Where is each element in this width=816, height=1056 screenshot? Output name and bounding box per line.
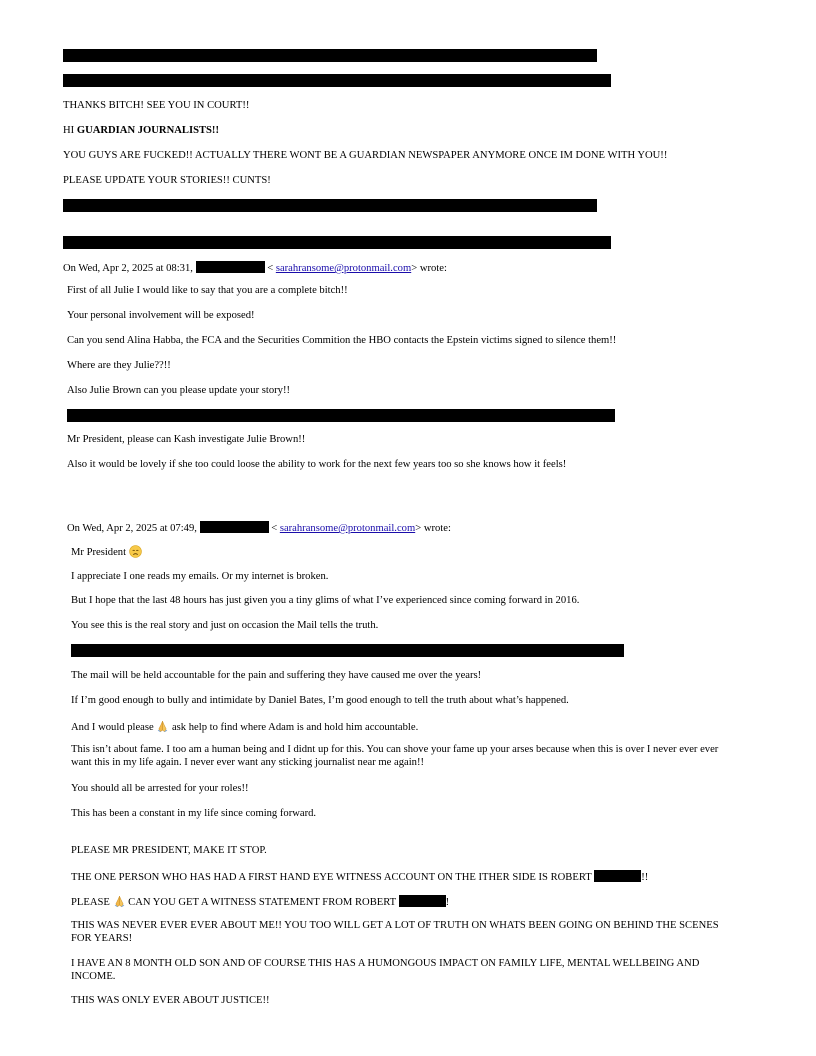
quote1-line: Also Julie Brown can you please update your story!! xyxy=(67,385,291,396)
quote2-justice: THIS WAS ONLY EVER ABOUT JUSTICE!! xyxy=(71,995,270,1006)
quote2-wrote: > wrote: xyxy=(415,523,451,534)
quote2-arrested: You should all be arrested for your roles!! xyxy=(71,783,249,794)
redaction-bar xyxy=(71,644,624,657)
statement-prefix: PLEASE xyxy=(71,897,113,908)
quote2-son: I HAVE AN 8 MONTH OLD SON AND OF COURSE THIS HAS A HUMONGOUS IMPACT ON FAMILY LIFE, MENTAL WELLBEING AND INCOME. xyxy=(71,958,700,982)
quote1-line: Where are they Julie??!! xyxy=(67,360,171,371)
quote2-ask xyxy=(71,720,418,735)
quote1-header xyxy=(63,261,447,276)
statement-mid: CAN YOU GET A WITNESS STATEMENT FROM ROBERT xyxy=(125,897,399,908)
quote2-line: If I’m good enough to bully and intimidate by Daniel Bates, I’m good enough to tell the truth about what’s happened. xyxy=(71,695,569,706)
quote1-line: Can you send Alina Habba, the FCA and the Securities Commition the HBO contacts the Epstein victims signed to silence them!! xyxy=(67,335,617,346)
top-line-thanks: THANKS BITCH! SEE YOU IN COURT!! xyxy=(63,100,250,111)
witness-suffix: !! xyxy=(641,872,649,883)
redaction-bar xyxy=(63,199,597,212)
ask-suffix: ask help to find where Adam is and hold him accountable. xyxy=(169,722,419,733)
redacted-surname xyxy=(594,870,641,882)
disappointed-face-icon xyxy=(129,545,142,558)
redacted-name xyxy=(200,521,269,533)
guardian-journalists-bold: GUARDIAN JOURNALISTS!! xyxy=(76,125,219,136)
top-line-fucked: YOU GUYS ARE FUCKED!! ACTUALLY THERE WONT BE A GUARDIAN NEWSPAPER ANYMORE ONCE IM DONE WITH YOU!! xyxy=(63,150,668,161)
greeting-text: Mr President xyxy=(71,547,129,558)
quote2-line: But I hope that the last 48 hours has just given you a tiny glims of what I’ve experienced since coming forward in 2016. xyxy=(71,595,580,606)
quote2-statement xyxy=(71,895,449,910)
redaction-bar xyxy=(67,409,615,422)
quote1-line: Your personal involvement will be exposed! xyxy=(67,310,255,321)
quote2-greeting xyxy=(71,545,142,560)
top-line-update: PLEASE UPDATE YOUR STORIES!! CUNTS! xyxy=(63,175,271,186)
ask-prefix: And I would please xyxy=(71,722,157,733)
quote2-date: On Wed, Apr 2, 2025 at 07:49, xyxy=(67,523,200,534)
top-line-guardian xyxy=(63,125,219,138)
quote2-header xyxy=(67,521,451,536)
quote2-fame: This isn’t about fame. I too am a human being and I didnt up for this. You can shove your fame up your arses because when this is over I never ever ever want this in my life again. I never ever want any sticking journalist near me again!! xyxy=(71,744,719,768)
quote1-wrote: > wrote: xyxy=(411,263,447,274)
redacted-name xyxy=(196,261,265,273)
quote2-line: I appreciate I one reads my emails. Or my internet is broken. xyxy=(71,571,329,582)
quote2-stop: PLEASE MR PRESIDENT, MAKE IT STOP. xyxy=(71,845,267,856)
quote2-constant: This has been a constant in my life since coming forward. xyxy=(71,808,317,819)
redaction-bar xyxy=(63,49,597,62)
witness-text: THE ONE PERSON WHO HAS HAD A FIRST HAND EYE WITNESS ACCOUNT ON THE ITHER SIDE IS ROBERT xyxy=(71,872,595,883)
quote1-email-link[interactable]: sarahransome@protonmail.com xyxy=(275,263,412,274)
redaction-bar xyxy=(63,236,611,249)
quote2-witness xyxy=(71,870,648,885)
folded-hands-icon xyxy=(113,895,126,908)
quote1-date: On Wed, Apr 2, 2025 at 08:31, xyxy=(63,263,196,274)
quote1-line: Mr President, please can Kash investigate Julie Brown!! xyxy=(67,434,306,445)
folded-hands-icon xyxy=(156,720,169,733)
quote2-line: You see this is the real story and just on occasion the Mail tells the truth. xyxy=(71,620,379,631)
quote1-line: First of all Julie I would like to say that you are a complete bitch!! xyxy=(67,285,348,296)
quote1-lt: < xyxy=(264,263,276,274)
quote2-email-link[interactable]: sarahransome@protonmail.com xyxy=(279,523,416,534)
quote2-lt: < xyxy=(268,523,280,534)
quote1-line: Also it would be lovely if she too could loose the ability to work for the next few years too so she knows how it feels! xyxy=(67,459,567,470)
statement-suffix: ! xyxy=(445,897,450,908)
quote2-line: The mail will be held accountable for the pain and suffering they have caused me over the years! xyxy=(71,670,482,681)
redaction-bar xyxy=(63,74,611,87)
quote2-never: THIS WAS NEVER EVER EVER ABOUT ME!! YOU TOO WILL GET A LOT OF TRUTH ON WHATS BEEN GOING ON BEHIND THE SCENES FOR YEARS! xyxy=(71,920,719,944)
redacted-surname xyxy=(399,895,446,907)
greeting-prefix: HI xyxy=(63,125,77,136)
